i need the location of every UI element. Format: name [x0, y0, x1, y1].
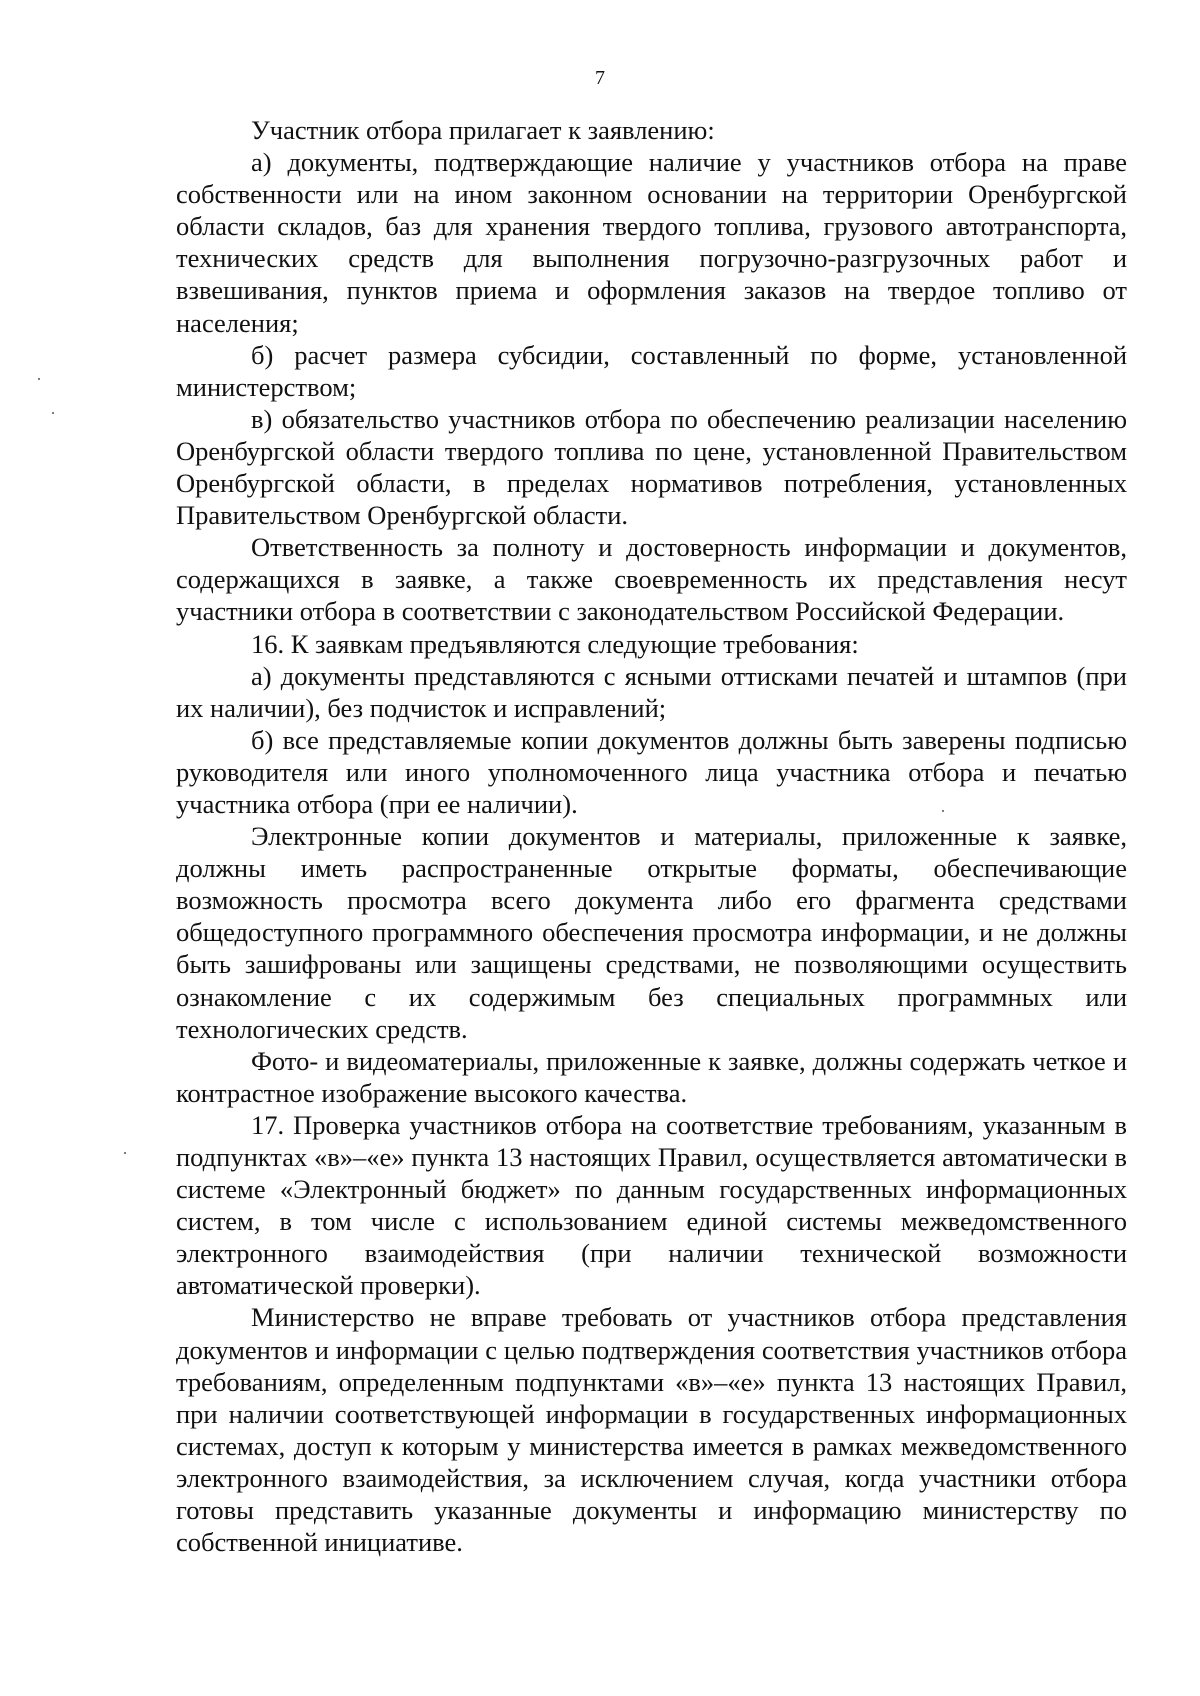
paragraph: 16. К заявкам предъявляются следующие требования:: [251, 628, 859, 659]
paragraph: в) обязательство участников отбора по обеспечению реализации населению Оренбургской области твердого топлива по цене, установленной Правительством Оренбургской области, в пределах нормативов потребления, установленных Правительством Оренбургской области.: [176, 403, 1127, 531]
paragraph: Электронные копии документов и материалы, приложенные к заявке, должны иметь распространенные открытые форматы, обеспечивающие возможность просмотра всего документа либо его фрагмента средствами общедоступного программного обеспечения просмотра информации, и не должны быть зашифрованы или защищены средствами, не позволяющими осуществить ознакомление с их содержимым без специальных программных или технологических средств.: [176, 821, 1127, 1044]
document-body: [176, 114, 1127, 1558]
paragraph: Фото- и видеоматериалы, приложенные к заявке, должны содержать четкое и контрастное изображение высокого качества.: [176, 1045, 1127, 1108]
paragraph: 17. Проверка участников отбора на соответствие требованиям, указанным в подпунктах «в»–«е» пункта 13 настоящих Правил, осуществляется автоматически в системе «Электронный бюджет» по данным государственных информационных систем, в том числе с использованием единой системы межведомственного электронного взаимодействия (при наличии технической возможности автоматической проверки).: [176, 1109, 1127, 1301]
paragraph: Ответственность за полноту и достоверность информации и документов, содержащихся в заявке, а также своевременность их представления несут участники отбора в соответствии с законодательством Российской Федерации.: [176, 532, 1127, 627]
paragraph: Участник отбора прилагает к заявлению:: [251, 115, 715, 145]
scan-speck: [38, 378, 40, 380]
scan-speck: [942, 810, 944, 812]
scan-speck: [124, 1152, 126, 1154]
paragraph: а) документы представляются с ясными оттисками печатей и штампов (при их наличии), без подчисток и исправлений;: [176, 660, 1127, 723]
paragraph: б) расчет размера субсидии, составленный по форме, установленной министерством;: [176, 339, 1127, 402]
page-number: 7: [595, 67, 605, 89]
paragraph: Министерство не вправе требовать от участников отбора представления документов и информации с целью подтверждения соответствия участников отбора требованиям, определенным подпунктами «в»–«е» пункта 13 настоящих Правил, при наличии соответствующей информации в государственных информационных системах, доступ к которым у министерства имеется в рамках межведомственного электронного взаимодействия, за исключением случая, когда участники отбора готовы представить указанные документы и информацию министерству по собственной инициативе.: [176, 1302, 1127, 1558]
paragraph: а) документы, подтверждающие наличие у участников отбора на праве собственности или на ином законном основании на территории Оренбургской области складов, баз для хранения твердого топлива, грузового автотранспорта, технических средств для выполнения погрузочно-разгрузочных работ и взвешивания, пунктов приема и оформления заказов на твердое топливо от населения;: [176, 147, 1127, 338]
paragraph: б) все представляемые копии документов должны быть заверены подписью руководителя или иного уполномоченного лица участника отбора и печатью участника отбора (при ее наличии).: [176, 724, 1127, 819]
scan-speck: [52, 412, 54, 414]
